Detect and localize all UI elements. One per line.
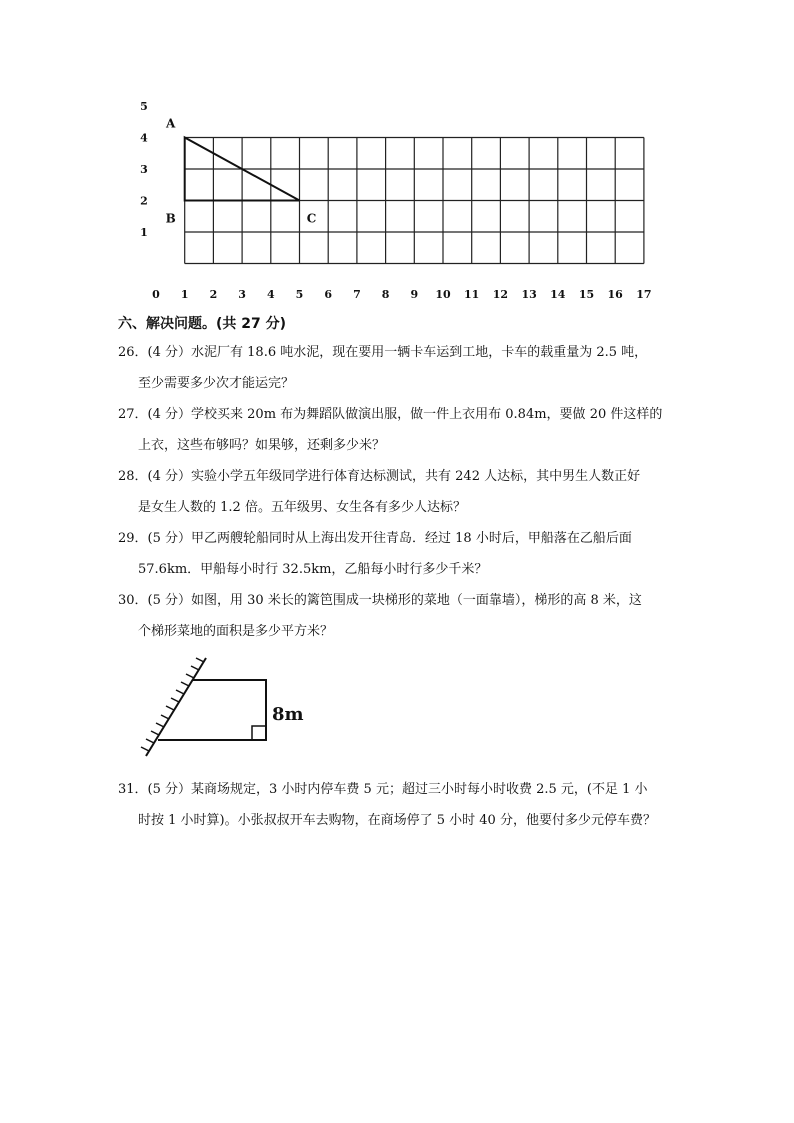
question-26-line-1: 26．(4 分）水泥厂有 18.6 吨水泥，现在要用一辆卡车运到工地，卡车的载重量为 2.5 吨， xyxy=(118,345,648,360)
x-tick-label: 2 xyxy=(209,288,218,301)
x-tick-label: 12 xyxy=(492,288,509,301)
x-tick-label: 6 xyxy=(324,288,333,301)
point-label-c: C xyxy=(306,211,317,226)
x-tick-label: 10 xyxy=(435,288,451,301)
point-label-a: A xyxy=(166,116,176,131)
height-label: 8m xyxy=(272,704,304,725)
x-tick-label: 9 xyxy=(410,288,419,301)
x-tick-label: 1 xyxy=(180,288,189,301)
x-tick-label: 3 xyxy=(238,288,246,301)
point-label-b: B xyxy=(165,211,176,226)
trapezoid-diagram xyxy=(136,652,316,762)
y-tick-label: 2 xyxy=(140,194,148,208)
question-26-line-2: 至少需要多少次才能运完？ xyxy=(138,376,295,391)
question-30-line-2: 个梯形菜地的面积是多少平方米？ xyxy=(138,624,334,639)
y-tick-label: 3 xyxy=(140,163,148,176)
x-tick-label: 5 xyxy=(295,288,304,301)
wall-line xyxy=(146,658,206,756)
question-26 xyxy=(118,337,678,399)
question-31-line-2: 时按 1 小时算)。小张叔叔开车去购物，在商场停了 5 小时 40 分，他要付多少元停车费？ xyxy=(138,813,656,828)
coordinate-grid xyxy=(130,96,660,306)
x-tick-label: 4 xyxy=(266,288,275,301)
y-tick-label: 5 xyxy=(140,100,148,113)
coordinate-grid-figure xyxy=(130,96,660,306)
section-title: 六、解决问题。(共 27 分) xyxy=(118,316,287,332)
x-tick-label: 13 xyxy=(521,288,537,301)
question-30 xyxy=(118,585,678,647)
x-tick-label: 16 xyxy=(607,288,623,301)
x-tick-label: 7 xyxy=(353,288,361,301)
x-tick-label: 14 xyxy=(550,288,566,301)
x-tick-label: 11 xyxy=(464,288,480,301)
question-27-line-1: 27．(4 分）学校买来 20m 布为舞蹈队做演出服，做一件上衣用布 0.84m，要做 20 件这样的 xyxy=(118,407,663,422)
x-tick-label: 0 xyxy=(152,288,160,301)
x-tick-label: 15 xyxy=(578,288,595,301)
y-tick-label: 4 xyxy=(140,131,148,145)
question-29 xyxy=(118,523,678,585)
question-28-line-2: 是女生人数的 1.2 倍。五年级男、女生各有多少人达标？ xyxy=(138,500,466,515)
trapezoid-garden-figure xyxy=(136,652,316,762)
y-tick-label: 1 xyxy=(140,226,148,239)
question-27-line-2: 上衣，这些布够吗？如果够，还剩多少米？ xyxy=(138,438,386,453)
question-29-line-1: 29．(5 分）甲乙两艘轮船同时从上海出发开往青岛．经过 18 小时后，甲船落在乙船后面 xyxy=(118,531,632,546)
x-tick-label: 17 xyxy=(636,288,652,301)
x-tick-label: 8 xyxy=(381,288,390,301)
question-27 xyxy=(118,399,678,461)
question-28 xyxy=(118,461,678,523)
wall-hatching xyxy=(141,658,204,751)
question-31-line-1: 31．(5 分）某商场规定，3 小时内停车费 5 元；超过三小时每小时收费 2.5 元，(不足 1 小 xyxy=(118,782,648,797)
question-28-line-1: 28．(4 分）实验小学五年级同学进行体育达标测试，共有 242 人达标，其中男生人数正好 xyxy=(118,469,641,484)
question-30-line-1: 30．(5 分）如图，用 30 米长的篱笆围成一块梯形的菜地（一面靠墙），梯形的高 8 米，这 xyxy=(118,593,642,608)
right-angle-mark xyxy=(252,726,266,740)
question-31 xyxy=(118,774,678,836)
question-29-line-2: 57.6km．甲船每小时行 32.5km，乙船每小时行多少千米？ xyxy=(138,562,488,577)
